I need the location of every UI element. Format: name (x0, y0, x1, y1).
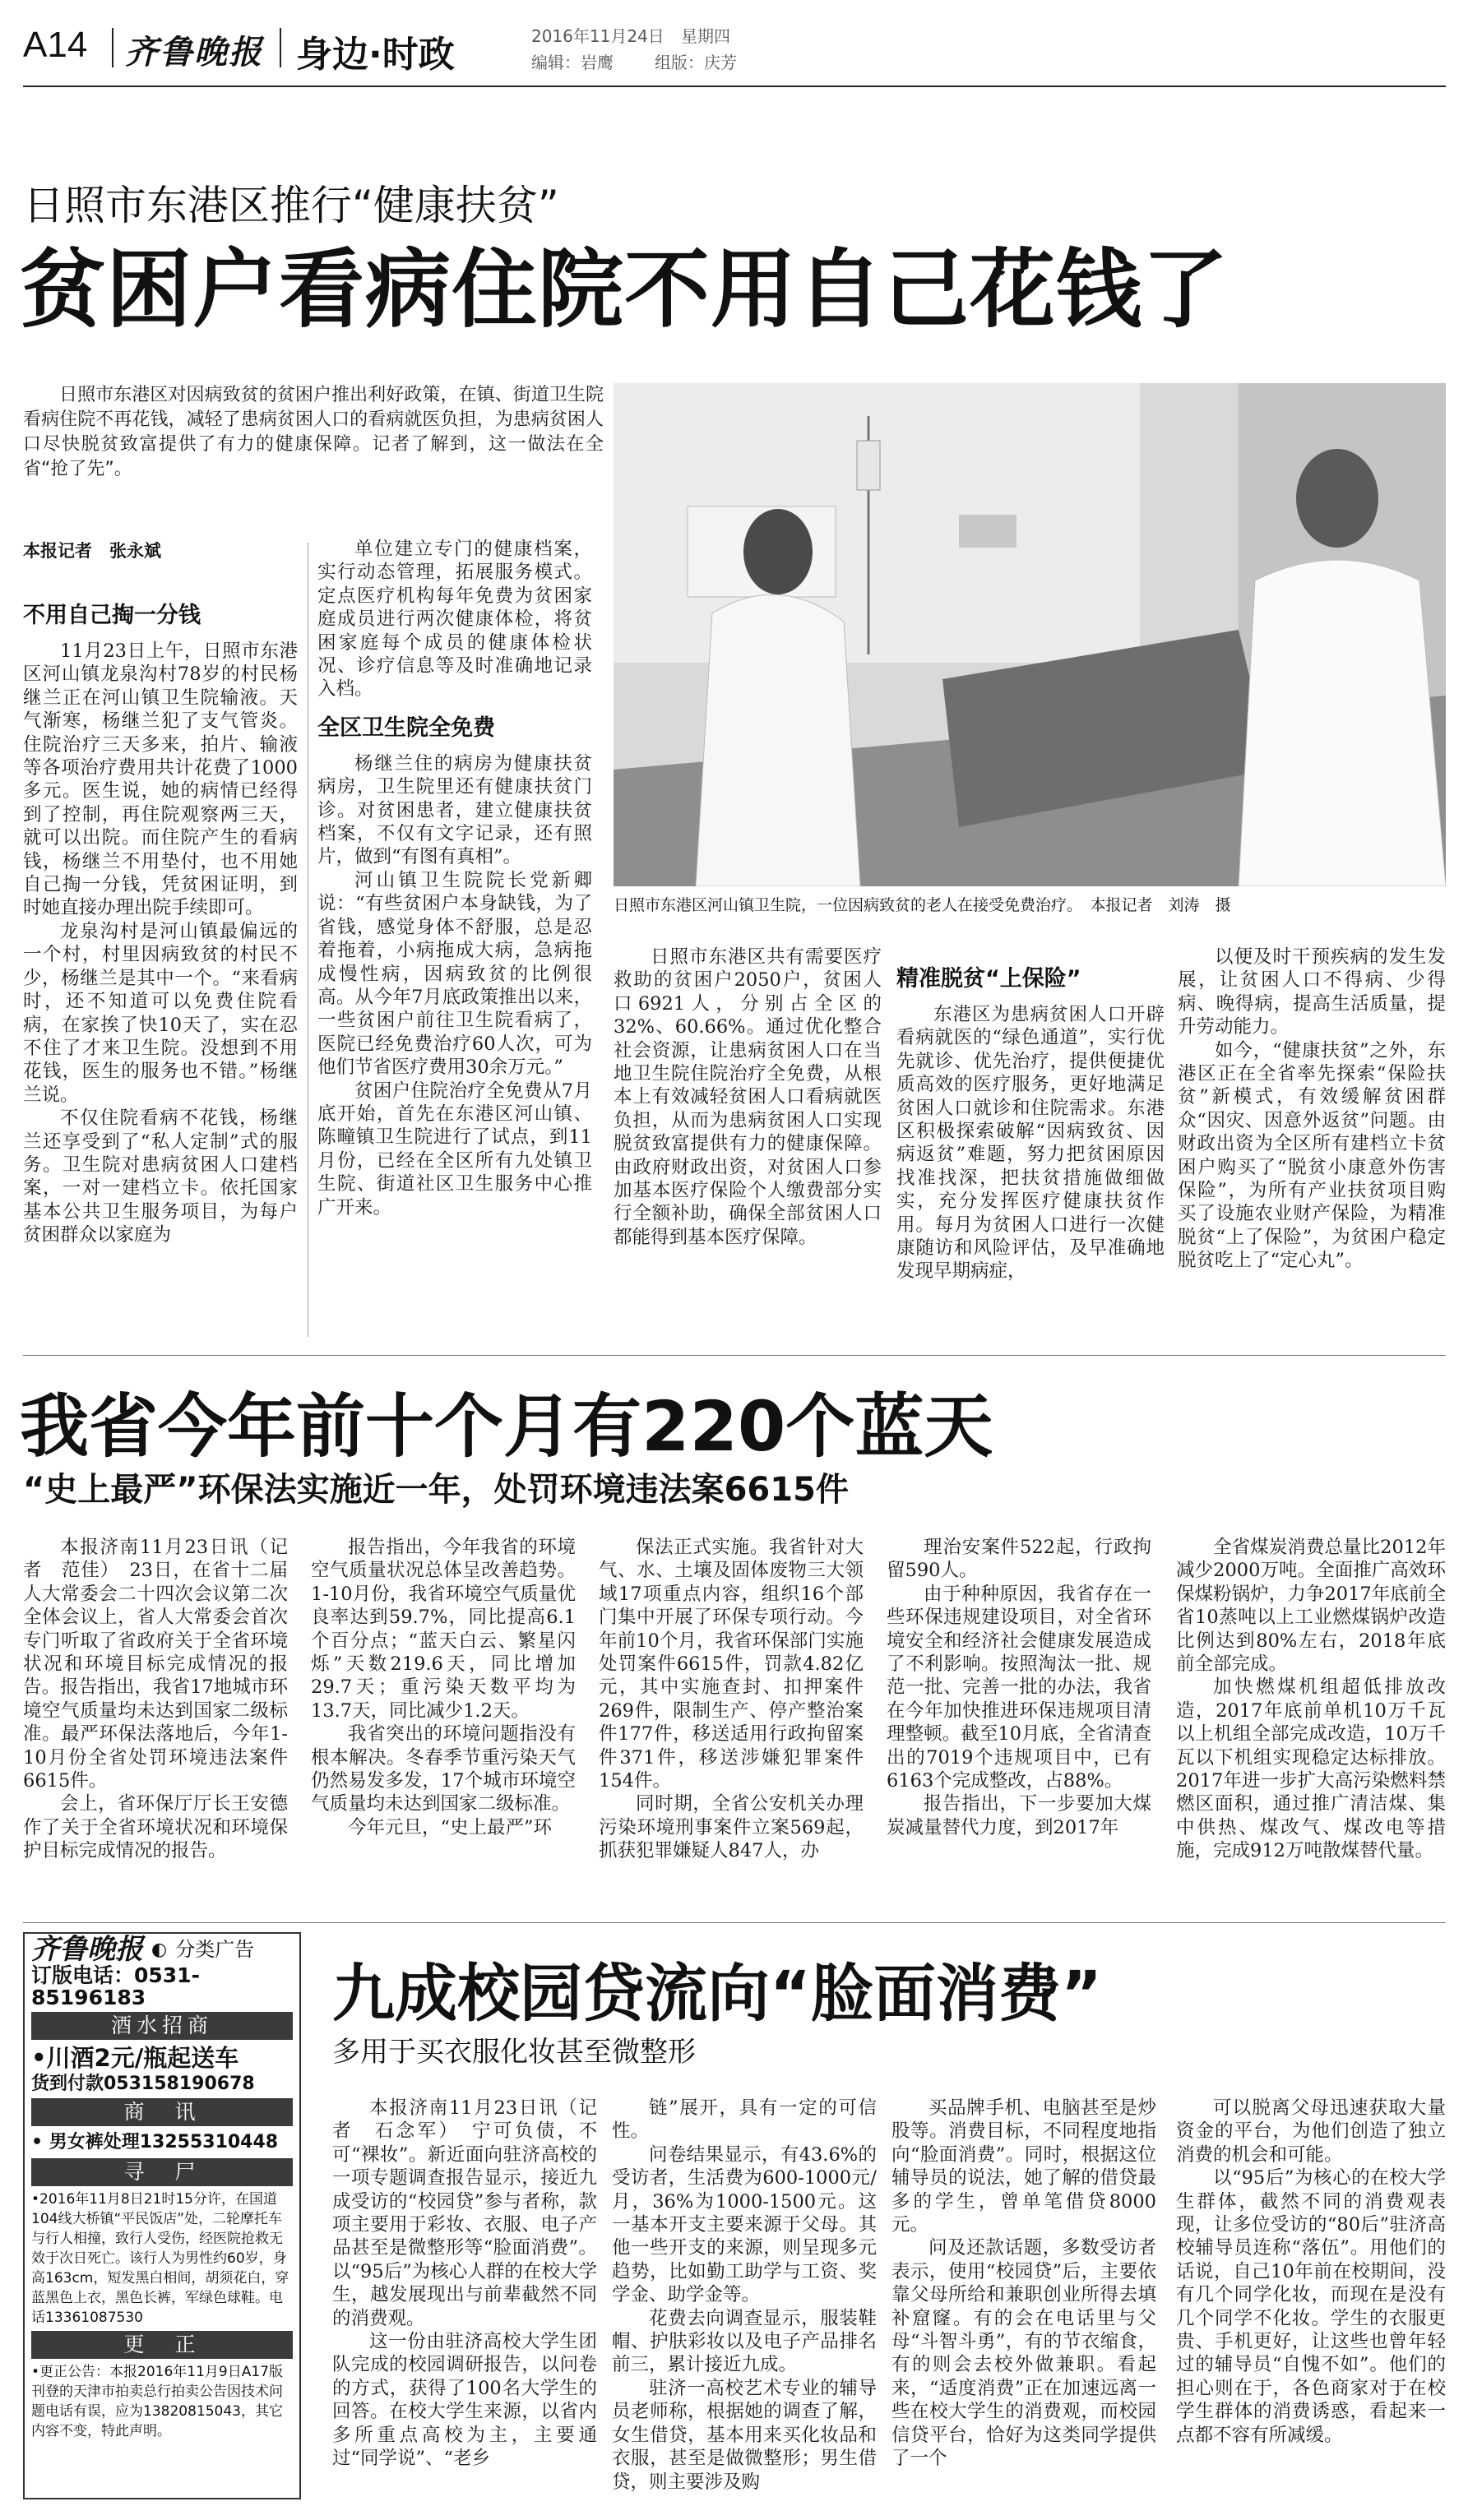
section-title: 身边·时政 (296, 34, 455, 76)
paragraph: 这一份由驻济高校大学生团队完成的校园调研报告，以问卷的方式，获得了100名大学生的回答。在校大学生来源，以省内多所重点高校为主，主要通过“同学说”、“老乡 (332, 2331, 597, 2470)
ads-brand-row (31, 1933, 293, 1966)
story2-subhead: “史上最严”环保法实施近一年，处罚环境违法案6615件 (23, 1471, 849, 1509)
paragraph: 报告指出，今年我省的环境空气质量状况总体呈改善趋势。1-10月份，我省环境空气质量优良率达到59.7%，同比提高6.1个百分点；“蓝天白云、繁星闪烁”天数219.6天，同比增加29.7天；重污染天数平均为13.7天，同比减少1.2天。 (311, 1537, 576, 1722)
paragraph: 如今，“健康扶贫”之外，东港区正在全省率先探索“保险扶贫”新模式，有效缓解贫困群众“因灾、因意外返贫”问题。由财政出资为全区所有建档立卡贫困户购买了“脱贫小康意外伤害保险”，为所有产业扶贫项目购买了设施农业财产保险，为精准脱贫“上了保险”，为贫困户稳定脱贫吃上了“定心丸”。 (1178, 1039, 1446, 1272)
ads-text: 货到付款053158190678 (31, 2074, 255, 2094)
paragraph: 以“95后”为核心的在校大学生群体，截然不同的消费观表现，让多位受访的“80后”驻济高校辅导员连称“落伍”。用他们的话说，自己10年前在校期间，没有几个同学化妆，而现在是没有几个同学不化妆。学生的衣服更贵、手机更好，让这些也曾年轻过的辅导员“自愧不如”。他们的担心则在于，各色商家对于在校学生群体的消费诱惑，看起来一点都不容有所减缓。 (1176, 2167, 1446, 2446)
ads-text: • 男女裤处理13255310448 (31, 2132, 279, 2152)
paragraph: 我省突出的环境问题指没有根本解决。冬春季节重污染天气仍然易发多发，17个城市环境空气质量均未达到国家二级标准。 (311, 1723, 576, 1815)
masthead-logo: 齐鲁晚报 (125, 33, 263, 72)
paragraph: 单位建立专门的健康档案，实行动态管理，拓展服务模式。定点医疗机构每年免费为贫困家庭成员进行两次健康体检，将贫困家庭每个成员的健康体检状况、诊疗信息等及时准确地记录入档。 (317, 539, 592, 701)
ads-phone: 订版电话：0531-85196183 (31, 1963, 200, 2009)
story1-col2 (317, 538, 592, 1219)
ads-tag: 分类广告 (175, 1938, 255, 1961)
story2-headline: 我省今年前十个月有220个蓝天 (20, 1386, 993, 1467)
ads-section-title: 商 讯 (31, 2098, 293, 2126)
story2-col5 (1176, 1536, 1446, 1863)
paragraph: 加快燃煤机组超低排放改造，2017年底前单机10万千瓦以上机组全部完成改造，10万千瓦以下机组实现稳定达标排放。2017年进一步扩大高污染燃料禁燃区面积，通过推广清洁煤、集中供热、煤改气、煤改电等措施，完成912万吨散煤替代量。 (1176, 1676, 1446, 1862)
paragraph: 不仅住院看病不花钱，杨继兰还享受到了“私人定制”式的服务。卫生院对患病贫困人口建档案，一对一建档立卡。依托国家基本公共卫生服务项目，为每户贫困群众以家庭为 (23, 1107, 298, 1246)
story3-col1 (332, 2097, 597, 2471)
paragraph: 链”展开，具有一定的可信性。 (612, 2097, 877, 2143)
header-divider (280, 28, 281, 67)
photo-illustration (614, 383, 1446, 886)
paragraph: 龙泉沟村是河山镇最偏远的一个村，村里因病致贫的村民不少，杨继兰是其中一个。“来看病时，还不知道可以免费住院看病，在家挨了快10天了，实在忍不住了才来卫生院。没想到不用花钱，医生的服务也不错。”杨继兰说。 (23, 920, 298, 1106)
page-number: A14 (23, 25, 88, 65)
page-header (23, 18, 1446, 84)
story1-photo (614, 383, 1446, 886)
story1-byline: 本报记者 张永斌 (23, 541, 161, 561)
ads-section-title: 酒水招商 (31, 2012, 293, 2040)
story3-subhead: 多用于买衣服化妆甚至微整形 (332, 2036, 696, 2069)
paragraph: 问卷结果显示，有43.6%的受访者，生活费为600-1000元/月，36%为1000-1500元。这一基本开支主要来源于父母。其他一些开支的来源，则呈现多元趋势，比如勤工助学与工资、奖学金、助学金等。 (612, 2143, 877, 2306)
story2-col1 (23, 1536, 288, 1863)
story2-col2 (311, 1536, 576, 1839)
story1-headline: 贫困户看病住院不用自己花钱了 (20, 239, 1230, 340)
ads-brand-logo: 齐鲁晚报 (31, 1933, 143, 1966)
header-weekday: 星期四 (681, 26, 730, 46)
story3-col2 (612, 2097, 877, 2494)
story1-photo-caption: 日照市东港区河山镇卫生院，一位因病致贫的老人在接受免费治疗。 本报记者 刘涛 摄 (614, 896, 1231, 914)
story1-col1 (23, 602, 298, 1247)
ads-section-title: 寻 尸 (31, 2158, 293, 2186)
story2-col4 (887, 1536, 1151, 1839)
paragraph: 全省煤炭消费总量比2012年减少2000万吨。全面推广高效环保煤粉锅炉，力争2017年底前全省10蒸吨以上工业燃煤锅炉改造比例达到80%左右，2018年底前全部完成。 (1176, 1537, 1446, 1676)
ads-text: •2016年11月8日21时15分许，在国道104线大桥镇“平民饭店”处，二轮摩托车与行人相撞，致行人受伤，经医院抢救无效于次日死亡。该行人为男性约60岁，身高163cm，短发黑白相间，胡须花白，穿蓝黑色上衣，黑色长裤，军绿色球鞋。电话13361087530 (31, 2191, 289, 2326)
paragraph: 同时期，全省公安机关办理污染环境刑事案件立案569起，抓获犯罪嫌疑人847人，办 (599, 1793, 864, 1862)
header-rule (23, 86, 1446, 87)
paragraph: 会上，省环保厅厅长王安德作了关于全省环境状况和环境保护目标完成情况的报告。 (23, 1793, 288, 1862)
story-separator (23, 1922, 1446, 1923)
story1-col3 (614, 946, 882, 1249)
story1-subhead-1: 不用自己掏一分钱 (23, 603, 201, 628)
story1-lead (23, 383, 604, 482)
ads-text: •川酒2元/瓶起送车 (31, 2044, 239, 2072)
story-separator (23, 1355, 1446, 1356)
paragraph: 问及还款话题，多数受访者表示，使用“校园贷”后，主要依靠父母所给和兼职创业所得去填补窟窿。有的会在电话里与父母“斗智斗勇”，有的节衣缩食，有的则会去校外做兼职。看起来，“适度消费”正在加速远离一些在校大学生的消费观，而校园信贷平台，恰好为这类同学提供了一个 (891, 2237, 1156, 2470)
paragraph: 保法正式实施。我省针对大气、水、土壤及固体废物三大领域17项重点内容，组织16个部门集中开展了环保专项行动。今年前10个月，我省环保部门实施处罚案件6615件，罚款4.82亿元，其中实施查封、扣押案件269件，限制生产、停产整治案件177件，移送适用行政拘留案件371件，移送涉嫌犯罪案件154件。 (599, 1537, 864, 1792)
ads-tag-icon: ◐ (151, 1940, 168, 1960)
header-editor: 编辑：岩鹰 (531, 53, 614, 72)
paragraph: 买品牌手机、电脑甚至是炒股等。消费目标，不同程度地指向“脸面消费”。同时，根据这位辅导员的说法，她了解的借贷最多的学生，曾单笔借贷8000元。 (891, 2097, 1156, 2236)
paragraph: 今年元旦，“史上最严”环 (348, 1816, 553, 1838)
paragraph: 以便及时干预疾病的发生发展，让贫困人口不得病、少得病、晚得病，提高生活质量，提升劳动能力。 (1178, 946, 1446, 1038)
story1-col4 (896, 965, 1165, 1283)
story3-headline: 九成校园贷流向“脸面消费” (332, 1957, 1102, 2030)
paragraph: 日照市东港区共有需要医疗救助的贫困户2050户，贫困人口6921人，分别占全区的32%、60.66%。通过优化整合社会资源，让患病贫困人口在当地卫生院住院治疗全免费，从根本上有效减轻贫困人口看病就医负担，从而为患病贫困人口实现脱贫致富提供有力的健康保障。由政府财政出资，对贫困人口参加基本医疗保险个人缴费部分实行全额补助，确保全部贫困人口都能得到基本医疗保障。 (614, 946, 882, 1248)
ads-section-title: 更 正 (31, 2331, 293, 2359)
paragraph: 东港区为患病贫困人口开辟看病就医的“绿色通道”，实行优先就诊、优先治疗，提供便捷优质高效的医疗服务，更好地满足贫困人口就诊和住院需求。东港区积极探索破解“因病致贫、因病返贫”难题，努力把贫困原因找准找深，把扶贫措施做细做实，充分发挥医疗健康扶贫作用。每月为贫困人口进行一次健康随访和风险评估，及早准确地发现早期病症， (896, 1004, 1165, 1283)
story1-kicker: 日照市东港区推行“健康扶贫” (23, 182, 559, 229)
paragraph: 本报济南11月23日讯（记者 范佳） 23日，在省十二届人大常委会二十四次会议第二次全体会议上，省人大常委会首次专门听取了省政府关于全省环境状况和环境目标完成情况的报告。报告指出，我省17地城市环境空气质量均未达到国家二级标准。最严环保法落地后，今年1-10月份全省处罚环境违法案件6615件。 (23, 1537, 288, 1792)
story1-subhead-3: 精准脱贫“上保险” (896, 966, 1081, 992)
header-date: 2016年11月24日 (531, 26, 665, 46)
story1-col5 (1178, 946, 1446, 1273)
paragraph: 花费去向调查显示，服装鞋帽、护肤彩妆以及电子产品排名前三，累计接近九成。 (612, 2307, 877, 2376)
paragraph: 杨继兰住的病房为健康扶贫病房，卫生院里还有健康扶贫门诊。对贫困患者，建立健康扶贫档案，不仅有文字记录，还有照片，做到“有图有真相”。 (317, 752, 592, 868)
story1-lead-text: 日照市东港区对因病致贫的贫困户推出利好政策，在镇、街道卫生院看病住院不再花钱，减轻了患病贫困人口的看病就医负担，为患病贫困人口尽快脱贫致富提供了有力的健康保障。记者了解到，这一做法在全省“抢了先”。 (23, 385, 604, 479)
paragraph: 驻济一高校艺术专业的辅导员老师称，根据她的调查了解，女生借贷，基本用来买化妆品和衣服，甚至是做微整形；男生借贷，则主要涉及购 (612, 2377, 877, 2493)
story2-col3 (599, 1536, 864, 1863)
paragraph: 由于种种原因，我省存在一些环保违规建设项目，对全省环境安全和经济社会健康发展造成了不利影响。按照淘汰一批、规范一批、完善一批的办法，我省在今年加快推进环保违规项目清理整顿。截至10月底，全省清查出的7019个违规项目中，已有6163个完成整改，占88%。 (887, 1583, 1151, 1792)
paragraph: 理治安案件522起，行政拘留590人。 (887, 1537, 1151, 1582)
paragraph: 可以脱离父母迅速获取大量资金的平台，为他们创造了独立消费的机会和可能。 (1176, 2097, 1446, 2166)
header-layout: 组版：庆芳 (655, 53, 737, 72)
classified-ads (23, 1932, 301, 2499)
paragraph: 报告指出，下一步要加大煤炭减量替代力度，到2017年 (887, 1793, 1151, 1838)
story3-col4 (1176, 2097, 1446, 2447)
header-divider (112, 28, 113, 67)
paragraph: 河山镇卫生院院长党新卿说：“有些贫困户本身缺钱，为了省钱，感觉身体不舒服，总是忍着拖着，小病拖成大病，急病拖成慢性病，因病致贫的比例很高。从今年7月底政策推出以来，一些贫困户前往卫生院看病了，医院已经免费治疗60人次，可为他们节省医疗费用30余万元。” (317, 869, 592, 1079)
paragraph: 贫困户住院治疗全免费从7月底开始，首先在东港区河山镇、陈疃镇卫生院进行了试点，到11月份，已经在全区所有九处镇卫生院、街道社区卫生服务中心推广开来。 (317, 1080, 592, 1218)
story3-col3 (891, 2097, 1156, 2471)
ads-text: •更正公告：本报2016年11月9日A17版刊登的天津市拍卖总行拍卖公告因技术问题电话有误，应为13820815043，其它内容不变，特此声明。 (31, 2364, 283, 2439)
paragraph: 11月23日上午，日照市东港区河山镇龙泉沟村78岁的村民杨继兰正在河山镇卫生院输液。天气渐寒，杨继兰犯了支气管炎。住院治疗三天多来，拍片、输液等各项治疗费用共计花费了1000多元。医生说，她的病情已经得到了控制，再住院观察两三天，就可以出院。而住院产生的看病钱，杨继兰不用垫付，也不用她自己掏一分钱，凭贫困证明，到时她直接办理出院手续即可。 (23, 640, 298, 919)
story1-subhead-2: 全区卫生院全免费 (317, 714, 495, 741)
paragraph: 本报济南11月23日讯（记者 石念军） 宁可负债，不可“裸妆”。新近面向驻济高校的一项专题调查报告显示，接近九成受访的“校园贷”参与者称，款项主要用于彩妆、衣服、电子产品甚至是微整形等“脸面消费”。以“95后”为核心人群的在校大学生，越发展现出与前辈截然不同的消费观。 (332, 2097, 597, 2329)
